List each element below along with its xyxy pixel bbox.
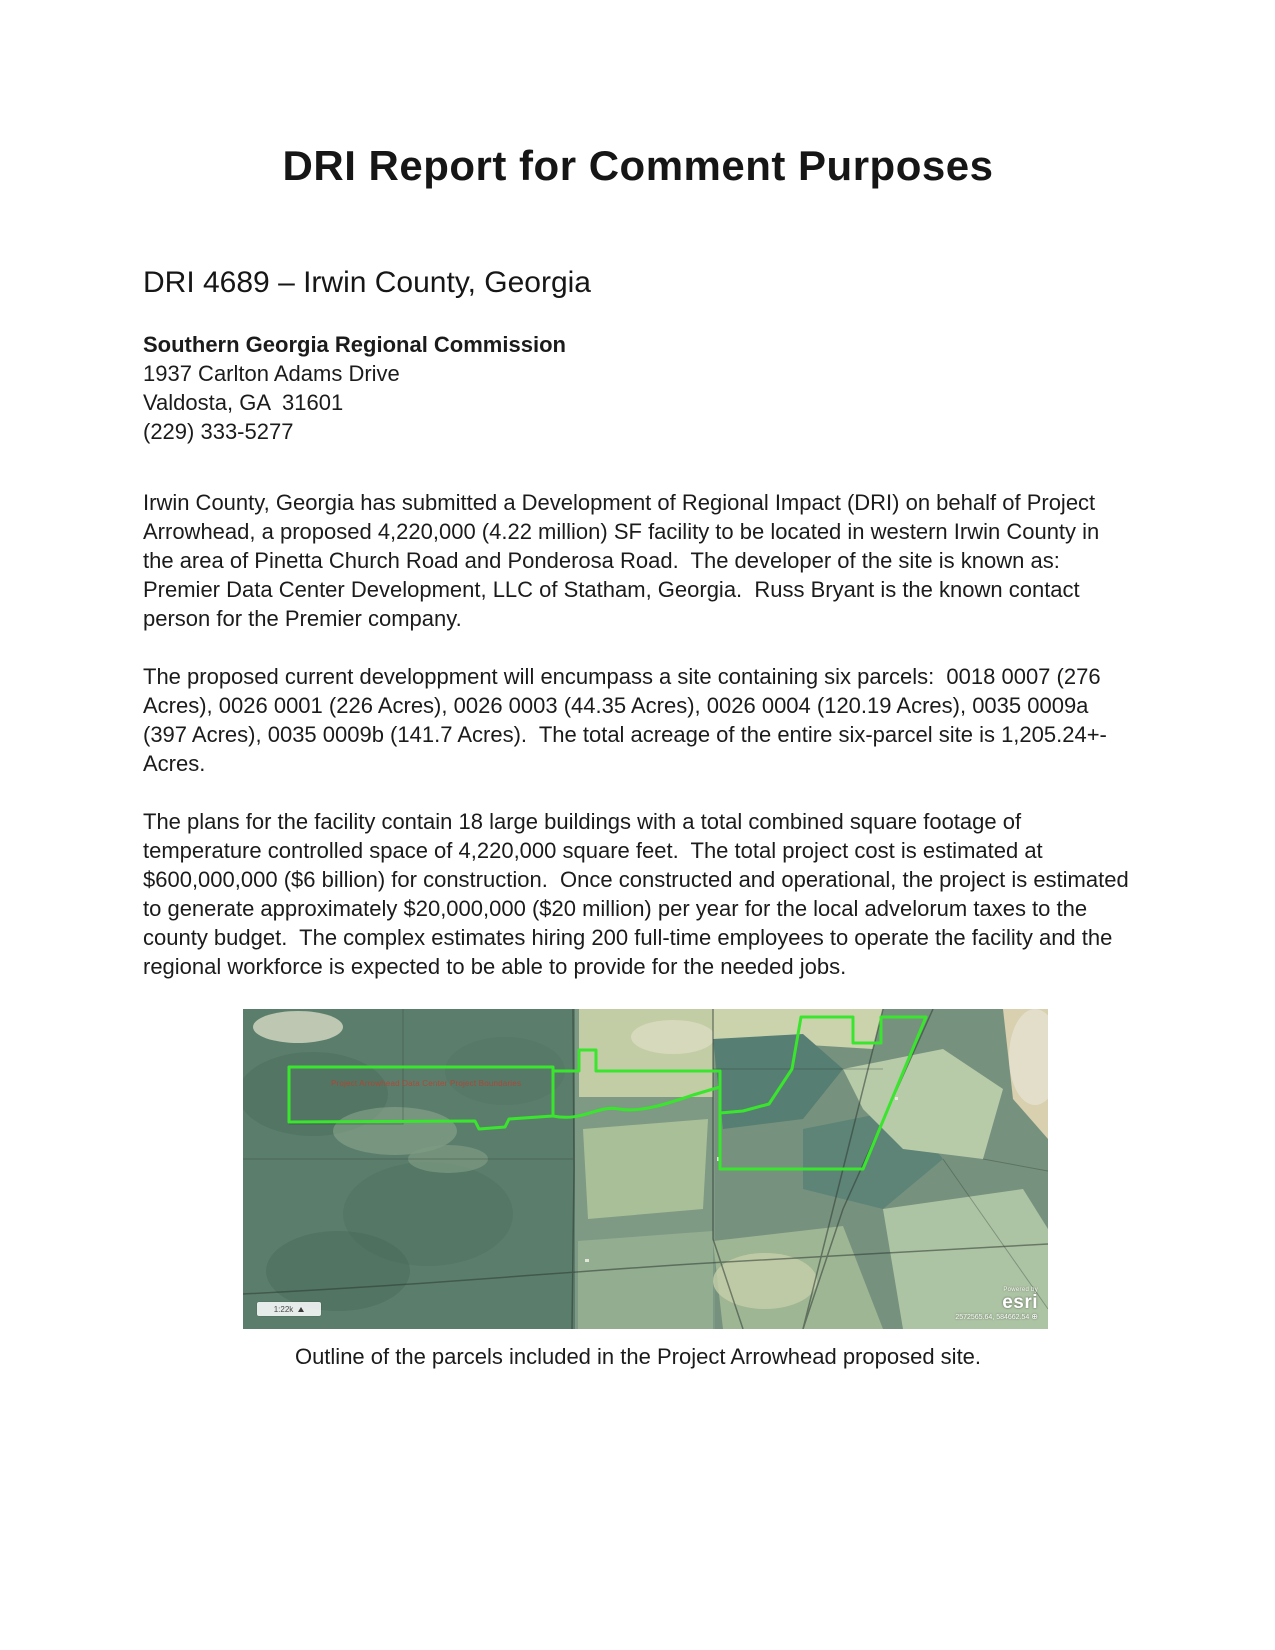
contact-block [143, 330, 1133, 446]
org-name: Southern Georgia Regional Commission [143, 332, 566, 357]
body-paragraph: The plans for the facility contain 18 large buildings with a total combined square footage of temperature controlled space of 4,220,000 square feet. The total project cost is estimated at $600,000,000 ($6 billion) for construction. Once constructed and operational, the project is estimated to generate approximately $20,000,000 ($20 million) per year for the local advelorum taxes to the county budget. The complex estimates hiring 200 full-time employees to operate the facility and the regional workforce is expected to be able to provide for the needed jobs. [143, 809, 1135, 979]
document-title: DRI Report for Comment Purposes [282, 142, 994, 189]
esri-logo-text: esri [1002, 1292, 1038, 1313]
esri-powered-by: Powered by [1003, 1287, 1038, 1293]
esri-attribution [955, 1287, 1038, 1321]
scale-indicator [257, 1302, 321, 1316]
body-paragraph: Irwin County, Georgia has submitted a Development of Regional Impact (DRI) on behalf of Project Arrowhead, a proposed 4,220,000 (4.22 million) SF facility to be located in western Irwin County in the area of Pinetta Church Road and Ponderosa Road. The developer of the site is known as: Premier Data Center Development, LLC of Statham, Georgia. Russ Bryant is the known contact person for the Premier company. [143, 490, 1106, 631]
globe-icon: ⊕ [1031, 1312, 1038, 1321]
coordinates-value: 2572565.64, 584662.54 [955, 1313, 1030, 1321]
phone-number: (229) 333-5277 [143, 419, 294, 444]
aerial-map-svg [243, 1009, 1048, 1329]
figure-caption: Outline of the parcels included in the Project Arrowhead proposed site. [294, 1344, 982, 1369]
address-line-1: 1937 Carlton Adams Drive [143, 361, 400, 386]
scale-label: 1:22k [273, 1304, 294, 1314]
body-paragraph: The proposed current developpment will encumpass a site containing six parcels: 0018 0007 (276 Acres), 0026 0001 (226 Acres), 0026 0003 (44.35 Acres), 0026 0004 (120.19 Acres), 0035 0009a (397 Acres), 0035 0009b (141.7 Acres). The total acreage of the entire six-parcel site is 1,205.24+- Acres. [143, 664, 1112, 776]
map-coordinates [955, 1313, 1038, 1321]
aerial-map-image [243, 1009, 1048, 1329]
north-arrow-icon [298, 1307, 304, 1312]
address-line-2: Valdosta, GA 31601 [143, 390, 344, 415]
map-project-label: Project Arrowhead Data Center Project Boundaries [331, 1079, 522, 1088]
figure-map [243, 1009, 1048, 1371]
section-heading: DRI 4689 – Irwin County, Georgia [143, 266, 591, 299]
